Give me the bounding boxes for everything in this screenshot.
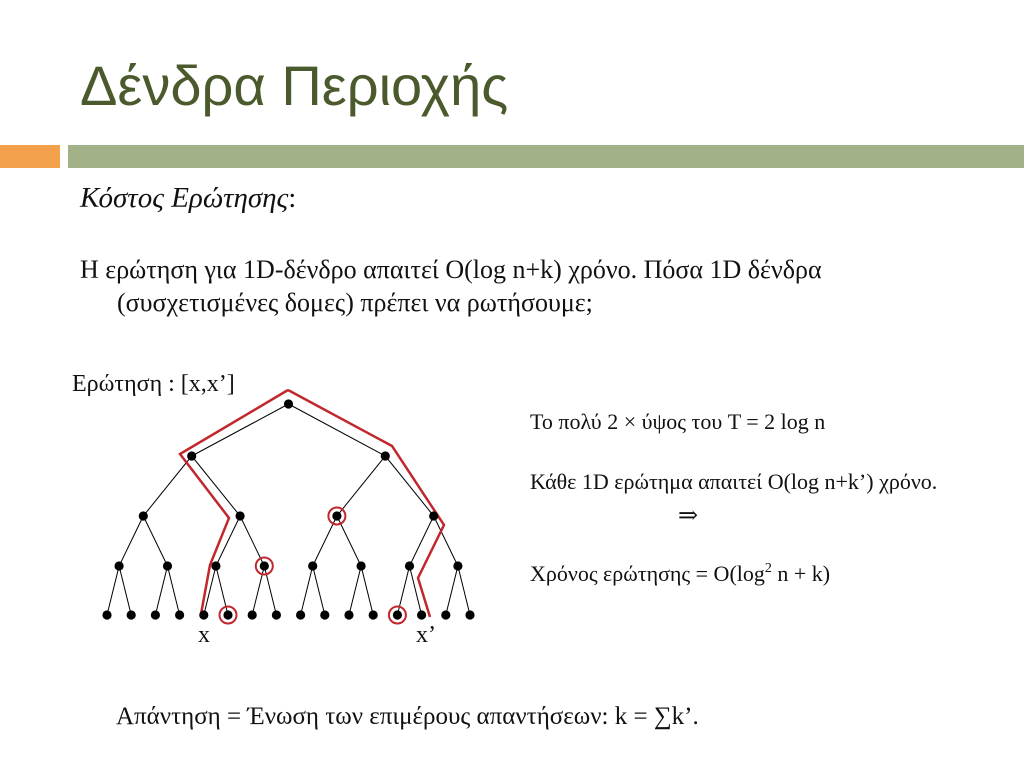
accent-bar-orange xyxy=(0,145,60,168)
tree-edge xyxy=(252,566,264,615)
tree-leaf xyxy=(175,610,184,619)
tree-edges xyxy=(107,404,470,615)
reported-subtree-markers xyxy=(220,508,406,624)
tree-leaf xyxy=(369,610,378,619)
tree-root xyxy=(284,399,293,408)
tree-node xyxy=(308,561,317,570)
tree-node xyxy=(236,511,245,520)
tree-edge xyxy=(119,516,143,566)
tree-edge xyxy=(240,516,264,566)
tree-edge xyxy=(192,404,289,456)
tree-edge xyxy=(204,566,216,615)
tree-edge xyxy=(446,566,458,615)
tree-edge xyxy=(192,456,240,516)
reported-subtree-marker xyxy=(220,607,237,624)
search-path-right xyxy=(288,390,444,617)
tree-node xyxy=(405,561,414,570)
tree-leaf xyxy=(223,610,232,619)
reported-subtree-marker xyxy=(328,508,345,525)
tree-leaf xyxy=(272,610,281,619)
paragraph-line-1: Η ερώτηση για 1D-δένδρο απαιτεί O(log n+k) χρόνο. Πόσα 1D δένδρα xyxy=(80,255,822,284)
tree-node xyxy=(381,451,390,460)
tree-leaf xyxy=(127,610,136,619)
answer-statement: Απάντηση = Ένωση των επιμέρους απαντήσεων: k = ∑k’. xyxy=(116,703,699,730)
tree-node xyxy=(332,511,341,520)
tree-edge xyxy=(107,566,119,615)
tree-edge xyxy=(410,566,422,615)
tree-edge xyxy=(289,404,386,456)
tree-edge xyxy=(264,566,276,615)
tree-edge xyxy=(119,566,131,615)
tree-node xyxy=(139,511,148,520)
tree-node xyxy=(357,561,366,570)
tree-leaf xyxy=(417,610,426,619)
tree-leaf xyxy=(296,610,305,619)
note-per-tree-cost: Κάθε 1D ερώτημα απαιτεί O(log n+k’) χρόνο. xyxy=(530,469,938,494)
reported-subtree-marker xyxy=(389,607,406,624)
search-paths xyxy=(180,390,444,617)
note-height-bound: Το πολύ 2 × ύψος του T = 2 log n xyxy=(530,409,826,434)
tree-leaf xyxy=(320,610,329,619)
query-time-prefix: Χρόνος ερώτησης = O(log xyxy=(530,561,765,586)
tree-leaf xyxy=(248,610,257,619)
tree-edge xyxy=(155,566,167,615)
reported-subtree-marker xyxy=(256,558,273,575)
tree-edge xyxy=(397,566,409,615)
query-label: Ερώτηση : [x,x’] xyxy=(72,371,235,397)
tree-leaf xyxy=(199,610,208,619)
paragraph-line-2: (συσχετισμένες δομες) πρέπει να ρωτήσουμε; xyxy=(117,288,593,317)
tree-node xyxy=(163,561,172,570)
tree-leaf xyxy=(465,610,474,619)
tree-node xyxy=(115,561,124,570)
tree-edge xyxy=(301,566,313,615)
tree-edge xyxy=(458,566,470,615)
slide-title: Δένδρα Περιοχής xyxy=(80,54,509,117)
tree-edge xyxy=(168,566,180,615)
section-heading xyxy=(80,184,296,213)
tree-edge xyxy=(143,456,191,516)
left-endpoint-label: x xyxy=(198,622,210,648)
implies-arrow-icon: ⇒ xyxy=(678,501,699,529)
tree-edge xyxy=(337,516,361,566)
query-time-suffix: n + k) xyxy=(771,561,831,586)
tree-edge xyxy=(216,566,228,615)
tree-edge xyxy=(143,516,167,566)
tree-leaf xyxy=(102,610,111,619)
section-heading-text: Κόστος Ερώτησης xyxy=(80,182,289,214)
tree-edge xyxy=(385,456,433,516)
tree-edge xyxy=(337,456,385,516)
tree-edge xyxy=(434,516,458,566)
tree-node xyxy=(211,561,220,570)
search-path-left xyxy=(180,390,288,614)
tree-node xyxy=(260,561,269,570)
tree-edge xyxy=(313,566,325,615)
query-time-exponent: 2 xyxy=(764,561,772,576)
tree-leaf xyxy=(344,610,353,619)
tree-edge xyxy=(361,566,373,615)
tree-edge xyxy=(216,516,240,566)
tree-edge xyxy=(410,516,434,566)
tree-leaf xyxy=(393,610,402,619)
note-query-time xyxy=(530,563,830,585)
tree-edge xyxy=(349,566,361,615)
right-endpoint-label: x’ xyxy=(416,622,436,648)
tree-nodes xyxy=(102,399,474,619)
tree-node xyxy=(429,511,438,520)
tree-node xyxy=(453,561,462,570)
tree-edge xyxy=(313,516,337,566)
accent-bar-green xyxy=(68,145,1024,168)
tree-node xyxy=(187,451,196,460)
tree-leaf xyxy=(441,610,450,619)
tree-leaf xyxy=(151,610,160,619)
section-heading-colon: : xyxy=(288,182,297,214)
